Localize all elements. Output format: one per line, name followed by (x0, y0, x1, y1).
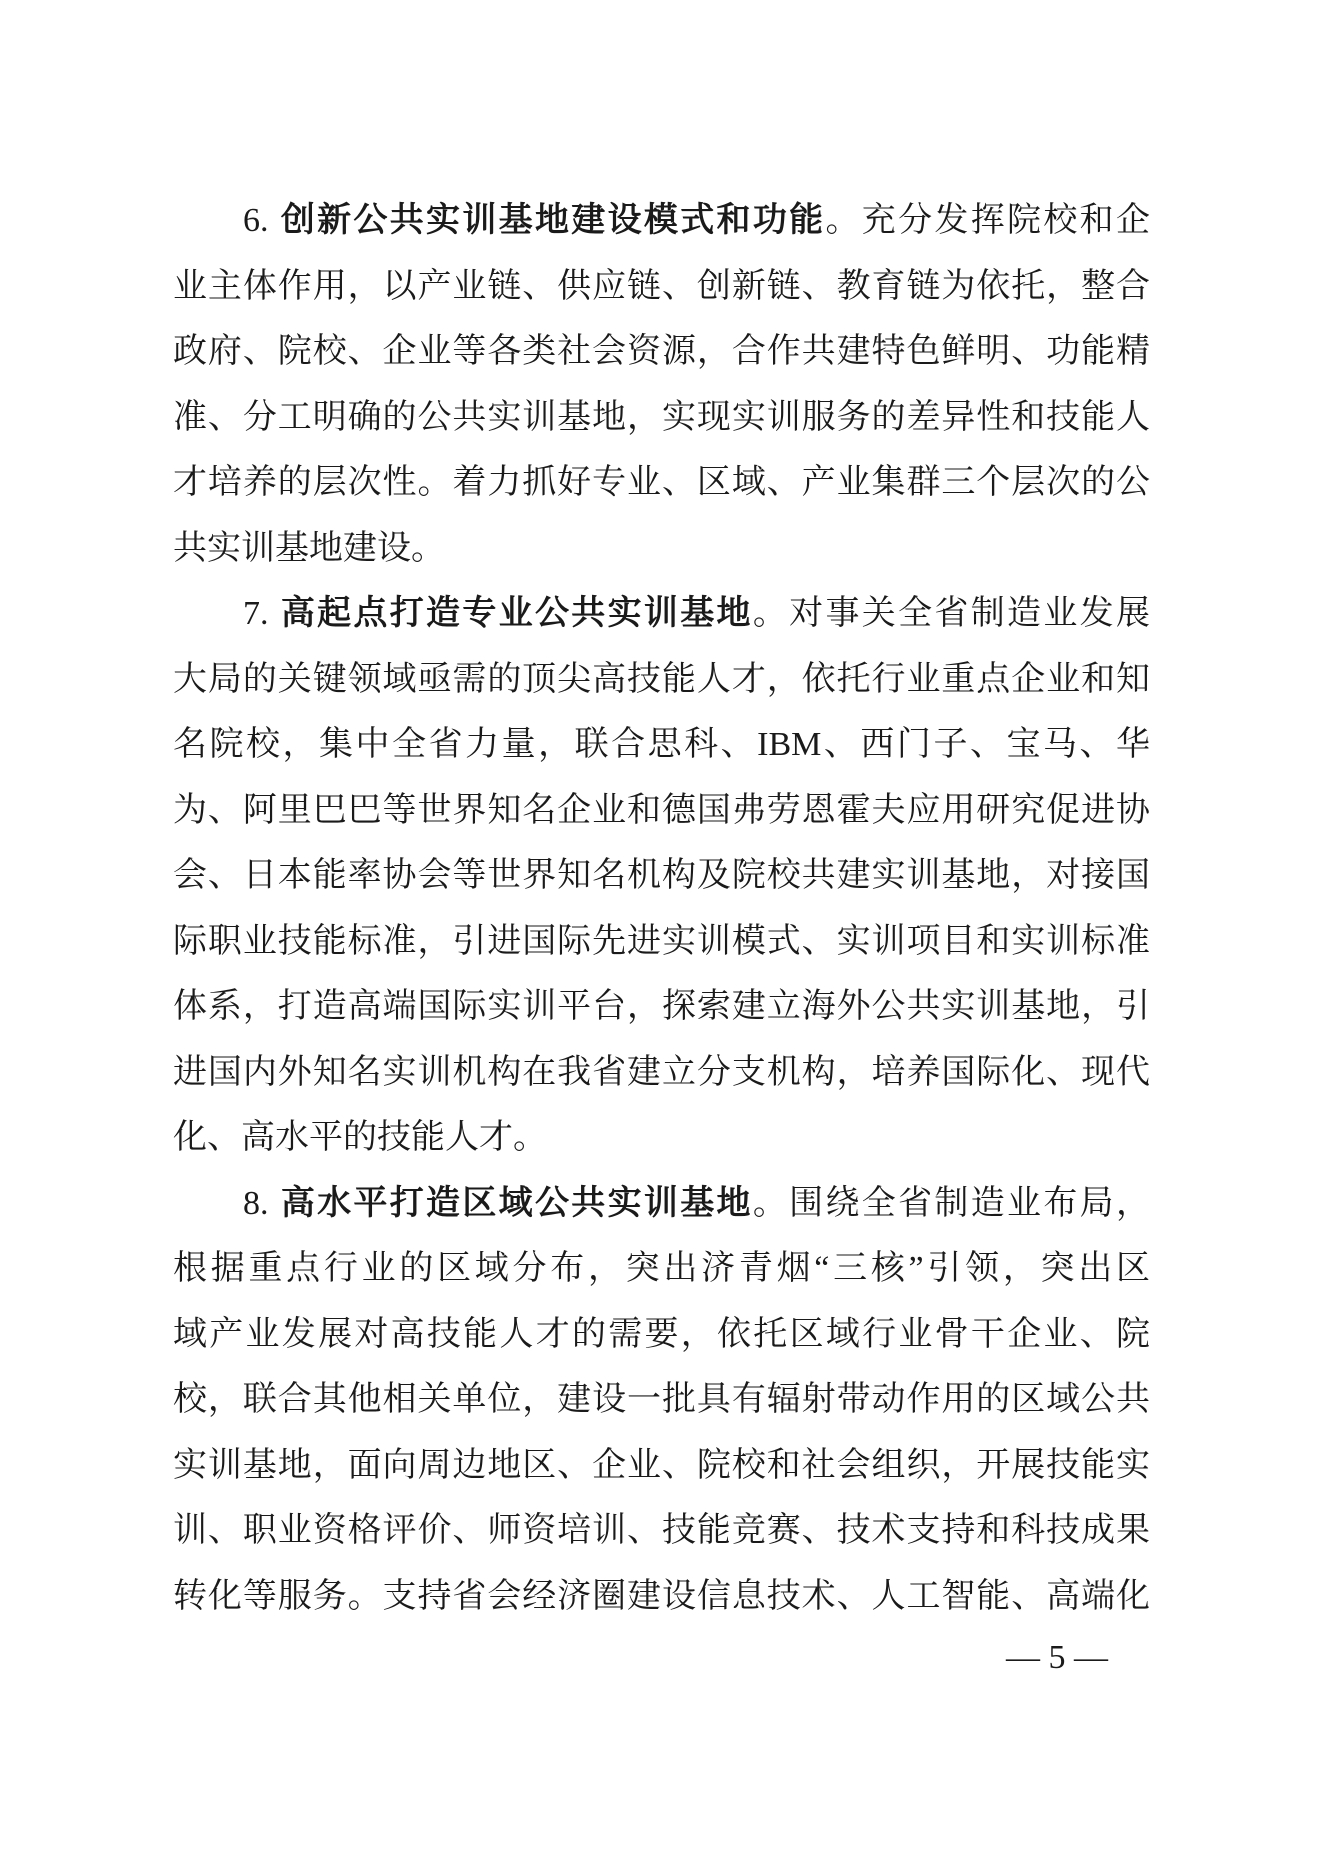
line-text: 。围绕全省制造业布局， (752, 1184, 1150, 1222)
body-text (173, 188, 1150, 1629)
line-text: 。对事关全省制造业发展 (752, 595, 1150, 632)
item-heading: 高起点打造专业公共实训基地 (278, 595, 753, 632)
body-line: 才培养的层次性。着力抓好专业、区域、产业集群三个层次的公 (173, 464, 1150, 501)
body-line: 校，联合其他相关单位，建设一批具有辐射带动作用的区域公共 (173, 1381, 1150, 1418)
body-line: 业主体作用，以产业链、供应链、创新链、教育链为依托，整合 (173, 267, 1150, 305)
paragraph-8 (173, 1171, 1150, 1630)
body-line: 训、职业资格评价、师资培训、技能竞赛、技术支持和科技成果 (173, 1512, 1150, 1549)
body-line: 际职业技能标准，引进国际先进实训模式、实训项目和实训标准 (173, 922, 1150, 960)
body-line: 实训基地，面向周边地区、企业、院校和社会组织，开展技能实 (173, 1446, 1150, 1484)
body-line: 转化等服务。支持省会经济圈建设信息技术、人工智能、高端化 (173, 1577, 1150, 1615)
body-line: 化、高水平的技能人才。 (173, 1119, 547, 1156)
body-line: 准、分工明确的公共实训基地，实现实训服务的差异性和技能人 (173, 398, 1150, 436)
paragraph-first-line (173, 581, 1150, 647)
body-line: 名院校，集中全省力量，联合思科、IBM、西门子、宝马、华 (173, 726, 1150, 763)
item-number: 8. (243, 1184, 269, 1222)
body-line: 大局的关键领域亟需的顶尖高技能人才，依托行业重点企业和知 (173, 660, 1150, 698)
paragraph-first-line (173, 188, 1150, 254)
paragraph-6 (173, 188, 1150, 581)
body-line: 政府、院校、企业等各类社会资源，合作共建特色鲜明、功能精 (173, 333, 1150, 370)
page-number: — 5 — (1006, 1639, 1108, 1676)
body-line: 为、阿里巴巴等世界知名企业和德国弗劳恩霍夫应用研究促进协 (173, 791, 1150, 829)
body-line: 域产业发展对高技能人才的需要，依托区域行业骨干企业、院 (173, 1315, 1150, 1353)
paragraph-first-line (173, 1171, 1150, 1237)
body-line: 进国内外知名实训机构在我省建立分支机构，培养国际化、现代 (173, 1053, 1150, 1091)
body-line: 体系，打造高端国际实训平台，探索建立海外公共实训基地，引 (173, 988, 1150, 1025)
body-line: 共实训基地建设。 (173, 529, 445, 567)
line-text: 。充分发挥院校和企 (825, 202, 1150, 239)
item-heading: 高水平打造区域公共实训基地 (278, 1184, 753, 1222)
item-number: 6. (243, 202, 269, 239)
body-line: 会、日本能率协会等世界知名机构及院校共建实训基地，对接国 (173, 857, 1150, 894)
item-heading: 创新公共实训基地建设模式和功能 (278, 202, 826, 239)
body-line: 根据重点行业的区域分布，突出济青烟“三核”引领，突出区 (173, 1250, 1150, 1287)
item-number: 7. (243, 595, 269, 632)
paragraph-7 (173, 581, 1150, 1171)
